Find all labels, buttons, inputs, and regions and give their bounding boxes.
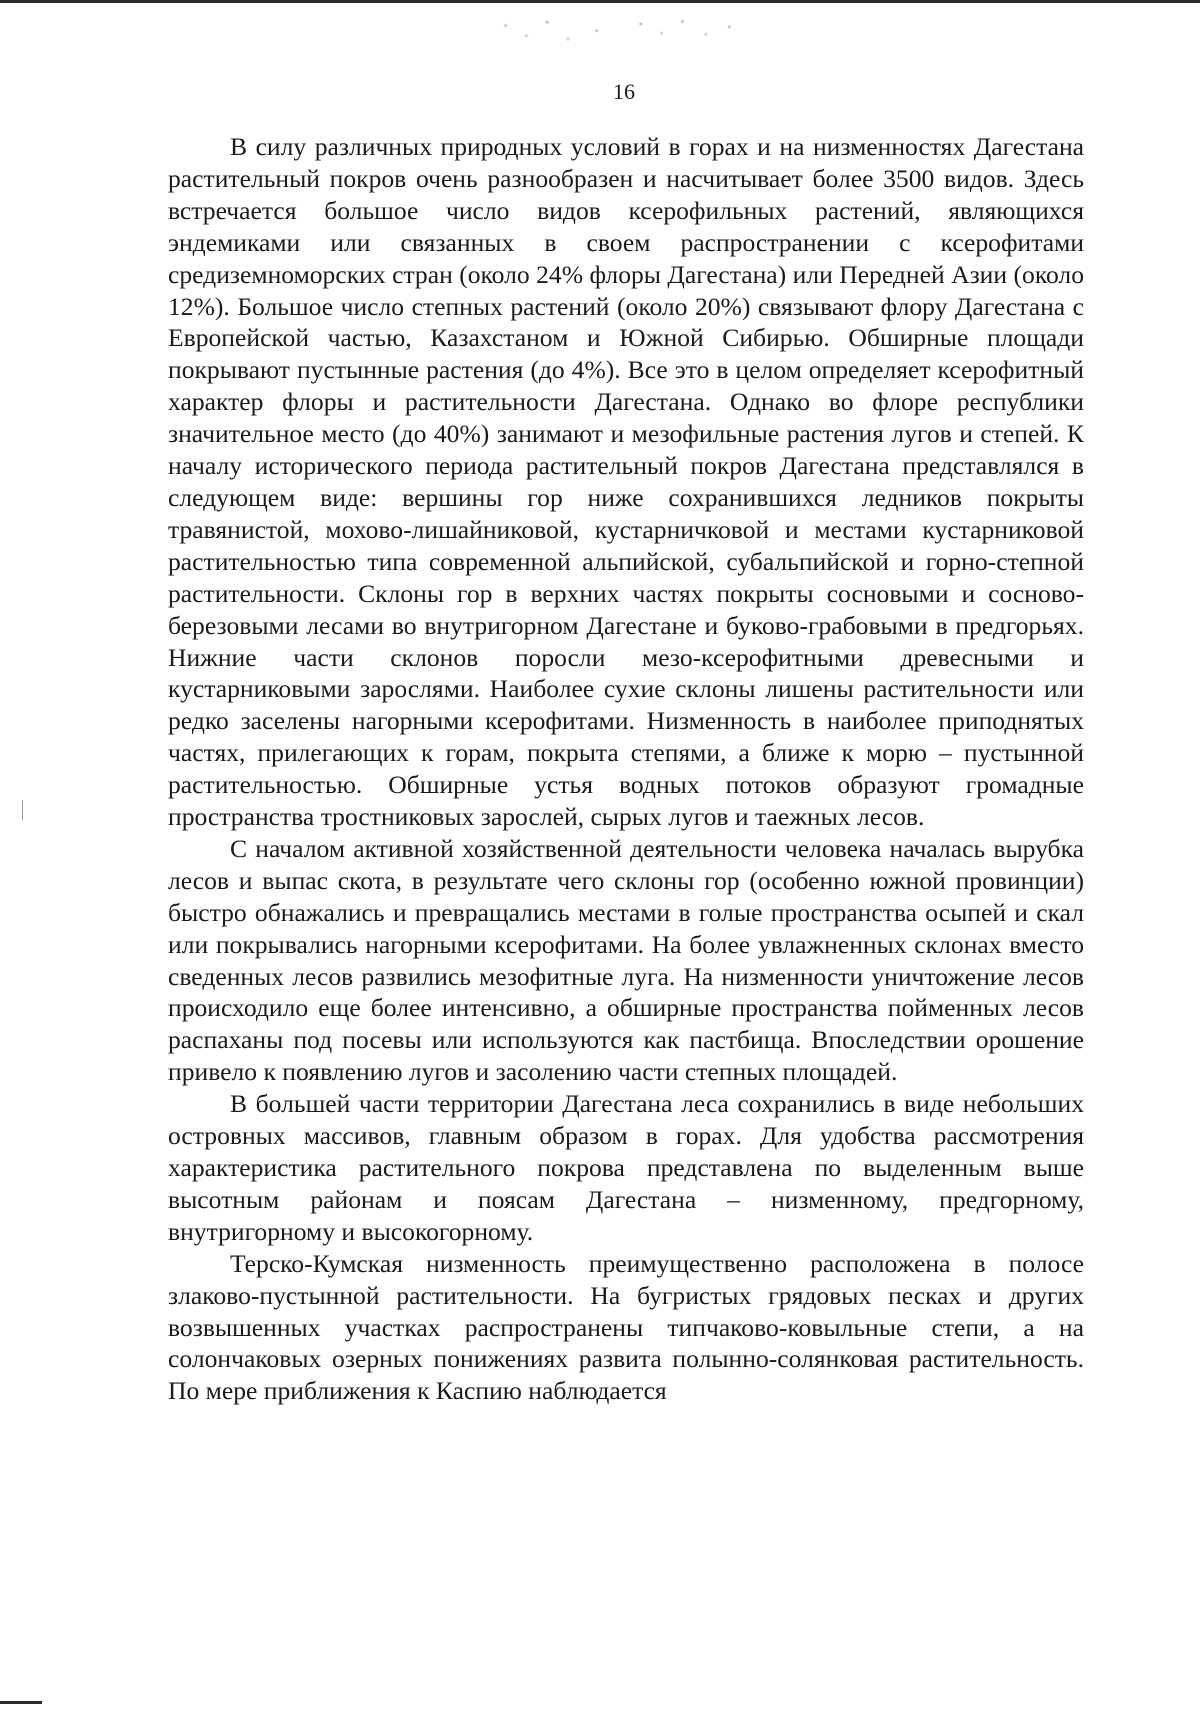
paragraph-vegetation-overview: В силу различных природных условий в горах и на низменностях Дагестана растительный покров очень разнообразен и насчитывает более 3500 видов. Здесь встречается большое число видов ксерофильных растений, являющихся эндемиками или связанных в своем распространении с ксерофитами средиземноморских стран (около 24% флоры Дагестана) или Передней Азии (около 12%). Большое число степных растений (около 20%) связывают флору Дагестана с Европейской частью, Казахстаном и Южной Сибирью. Обширные площади покрывают пустынные растения (до 4%). Все это в целом определяет ксерофитный характер флоры и растительности Дагестана. Однако во флоре республики значительное место (до 40%) занимают и мезофильные растения лугов и степей. К началу исторического периода растительный покров Дагестана представлялся в следующем виде: вершины гор ниже сохранившихся ледников покрыты травянистой, мохово-лишайниковой, кустарничковой и местами кустарниковой растительностью типа современной альпийской, субальпийской и горно-степной растительности. Склоны гор в верхних частях покрыты сосновыми и сосново-березовыми лесами во внутригорном Дагестане и буково-грабовыми в предгорьях. Нижние части склонов поросли мезо-ксерофитными древесными и кустарниковыми зарослями. Наиболее сухие склоны лишены растительности или редко заселены нагорными ксерофитами. Низменность в наиболее приподнятых частях, прилегающих к горам, покрыта степями, а ближе к морю – пустынной растительностью. Обширные устья водных потоков образуют громадные пространства тростниковых зарослей, сырых лугов и таежных лесов. [168,132,1084,832]
paragraph-tersko-kuma-lowland: Терско-Кумская низменность преимущественно расположена в полосе злаково-пустынной растительности. На бугристых грядовых песках и других возвышенных участках распространены типчаково-ковыльные степи, а на солончаковых озерных понижениях развита полынно-солянковая растительность. По мере приближения к Каспию наблюдается [168,1248,1084,1406]
paragraph-human-impact: С началом активной хозяйственной деятельности человека началась вырубка лесов и выпас скота, в результате чего склоны гор (особенно южной провинции) быстро обнажались и превращались местами в голые пространства осыпей и скал или покрывались нагорными ксерофитами. На более увлажненных склонах вместо сведенных лесов развились мезофитные луга. На низменности уничтожение лесов происходило еще более интенсивно, а обширные пространства пойменных лесов распаханы под посевы или используются как пастбища. Впоследствии орошение привело к появлению лугов и засолению части степных площадей. [168,833,1084,1087]
scan-top-edge [0,0,1200,3]
scan-bottom-edge [0,1701,42,1704]
page-number: 16 [613,79,635,104]
scan-margin-mark [22,800,23,820]
body-text [168,131,1084,1407]
paragraph-forest-remnants: В большей части территории Дагестана леса сохранились в виде небольших островных массивов, главным образом в горах. Для удобства рассмотрения характеристика растительного покрова представлена по выделенным выше высотным районам и поясам Дагестана – низменному, предгорному, внутригорному и высокогорному. [168,1089,1084,1246]
scan-noise [490,12,750,46]
